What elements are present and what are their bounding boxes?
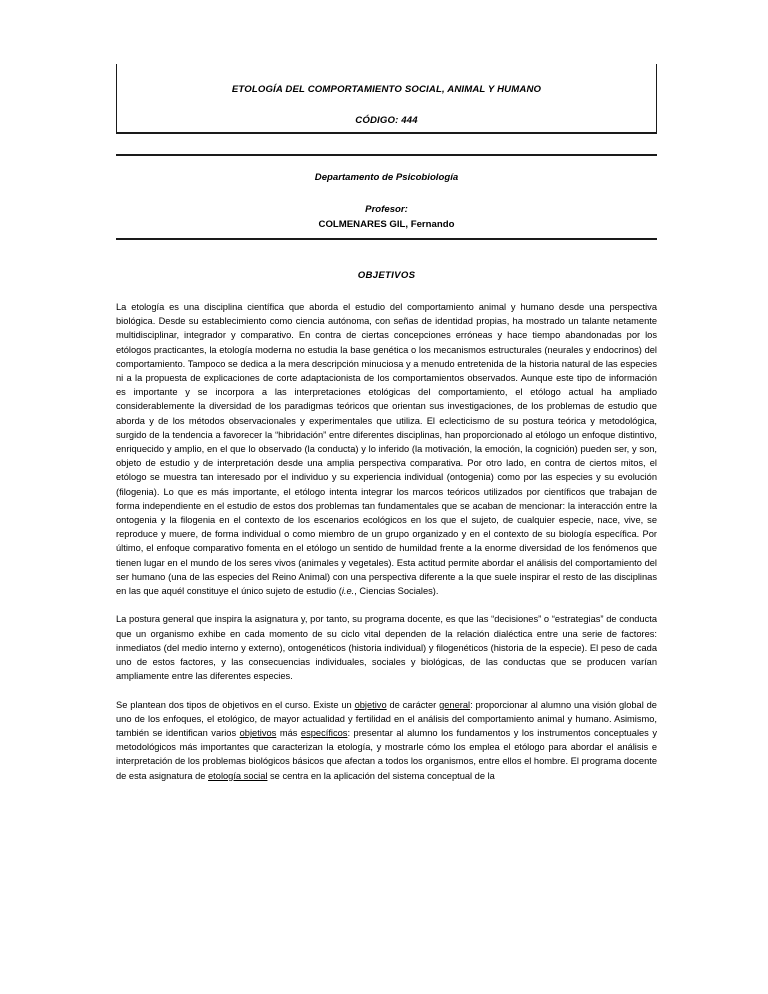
paragraph-3-text-c: : proporcionar al alumno una visión global de uno de los enfoques, el etológico, de mayor actualidad y fertilidad en el análisis del comportamiento animal y humano. Asimismo, también se identifican varios <box>116 699 657 739</box>
course-title-box <box>116 64 657 134</box>
course-title: ETOLOGÍA DEL COMPORTAMIENTO SOCIAL, ANIMAL Y HUMANO <box>231 84 542 95</box>
paragraph-1 <box>116 300 657 598</box>
course-code: CÓDIGO: 444 <box>355 115 418 126</box>
paragraph-2: La postura general que inspira la asignatura y, por tanto, su programa docente, es que las “decisiones” o “estrategias” de conducta que un organismo exhibe en cada momento de su ciclo vital dependen de la relación dialéctica entre una serie de factores: inmediatos (del medio interno y externo), ontogenéticos (historia individual) y filogenéticos (historia de la especie). El peso de cada uno de estos factores, y las consecuencias individuales, sociales y biológicas, de las conductas que se producen varían ampliamente entre las diferentes especies. <box>116 614 657 682</box>
paragraph-3-underline-objetivos: objetivos <box>239 728 277 739</box>
paragraph-1-italic-ie: i.e. <box>341 586 355 597</box>
department-name: Departamento de Psicobiología <box>314 172 459 183</box>
paragraph-3-underline-etologia-social: etología social <box>208 770 268 781</box>
paragraph-1-text-b: , Ciencias Sociales). <box>354 586 439 597</box>
paragraph-3-underline-especificos: específicos <box>300 728 348 739</box>
paragraph-3 <box>116 698 657 783</box>
body-text <box>116 300 657 783</box>
paragraph-3-text-d: más <box>276 728 301 739</box>
professor-name: COLMENARES GIL, Fernando <box>318 219 455 230</box>
paragraph-3-underline-general: general <box>439 699 471 710</box>
paragraph-3-text-b: de carácter <box>386 699 440 710</box>
divider-rule-top <box>116 154 657 156</box>
divider-rule-bottom <box>116 238 657 240</box>
department-block <box>116 172 657 231</box>
professor-label: Profesor: <box>365 204 408 215</box>
paragraph-3-text-f: se centra en la aplicación del sistema conceptual de la <box>267 770 495 781</box>
paragraph-3-underline-objetivo: objetivo <box>354 699 387 710</box>
paragraph-3-text-e: : presentar al alumno los fundamentos y los instrumentos conceptuales y metodológicos más importantes que caracterizan la etología, y mostrarle cómo los emplea el etólogo para abordar el análisis e interpretación de los problemas biológicos básicos que afectan a todos los organismos, entre ellos el hombre. El programa docente de esta asignatura de <box>116 728 657 781</box>
section-heading-objetivos: OBJETIVOS <box>357 270 416 281</box>
paragraph-1-text-a: La etología es una disciplina científica que aborda el estudio del comportamiento animal y humano desde una perspectiva biológica. Desde su establecimiento como ciencia autónoma, con señas de identidad propias, ha mostrado un talante netamente multidisciplinar, integrador y comparativo. En contra de ciertas concepciones erróneas y hace tiempo abandonadas por los etólogos practicantes, la etología moderna no estudia la base genética o los mecanismos estructurales (neurales y endocrinos) del comportamiento. Tampoco se dedica a la mera descripción minuciosa y a menudo entretenida de la historia natural de las especies ni a la propuesta de explicaciones de corte adaptacionista de los comportamientos observados. Aunque este tipo de información es importante y se incorpora a las interpretaciones etológicas del comportamiento, el etólogo actual ha ampliado considerablemente la diversidad de los paradigmas teóricos que orientan sus investigaciones, de los problemas de estudio que aborda y de los métodos observacionales y experimentales que utiliza. El eclecticismo de su postura teórica y metodológica, surgido de la tendencia a favorecer la “hibridación” entre diferentes disciplinas, han proporcionado al etólogo un enfoque distintivo, enriquecido y amplio, en el que lo observado (la conducta) y lo inferido (la motivación, la emoción, la cognición) pueden ser, y son, objeto de estudio y de interpretación desde una amplia perspectiva comparativa. Por otro lado, en contra de ciertos mitos, el etólogo se muestra tan interesado por el individuo y su experiencia individual (ontogenia) como por las especies y su evolución (filogenia). Lo que es más importante, el etólogo intenta integrar los marcos teóricos utilizados por científicos que trabajan de forma independiente en el estudio de estos dos problemas tan fundamentales que se acaban de mencionar: la interacción entre la ontogenia y la filogenia en el contexto de los escenarios ecológicos en los que el sujeto, de cualquier especie, nace, vive, se reproduce y muere, de forma individual o como miembro de un grupo organizado y en el contexto de su biología específica. Por último, el enfoque comparativo fomenta en el etólogo un sentido de humildad frente a la enorme diversidad de los fenómenos que tienen lugar en el mundo de los seres vivos (animales y vegetales). Esta actitud permite abordar el análisis del comportamiento del ser humano (una de las especies del Reino Animal) con una perspectiva diferente a la que suele inspirar el resto de las disciplinas en las que aquél constituye el único sujeto de estudio ( <box>116 302 657 597</box>
paragraph-3-text-a: Se plantean dos tipos de objetivos en el curso. Existe un <box>116 699 355 710</box>
